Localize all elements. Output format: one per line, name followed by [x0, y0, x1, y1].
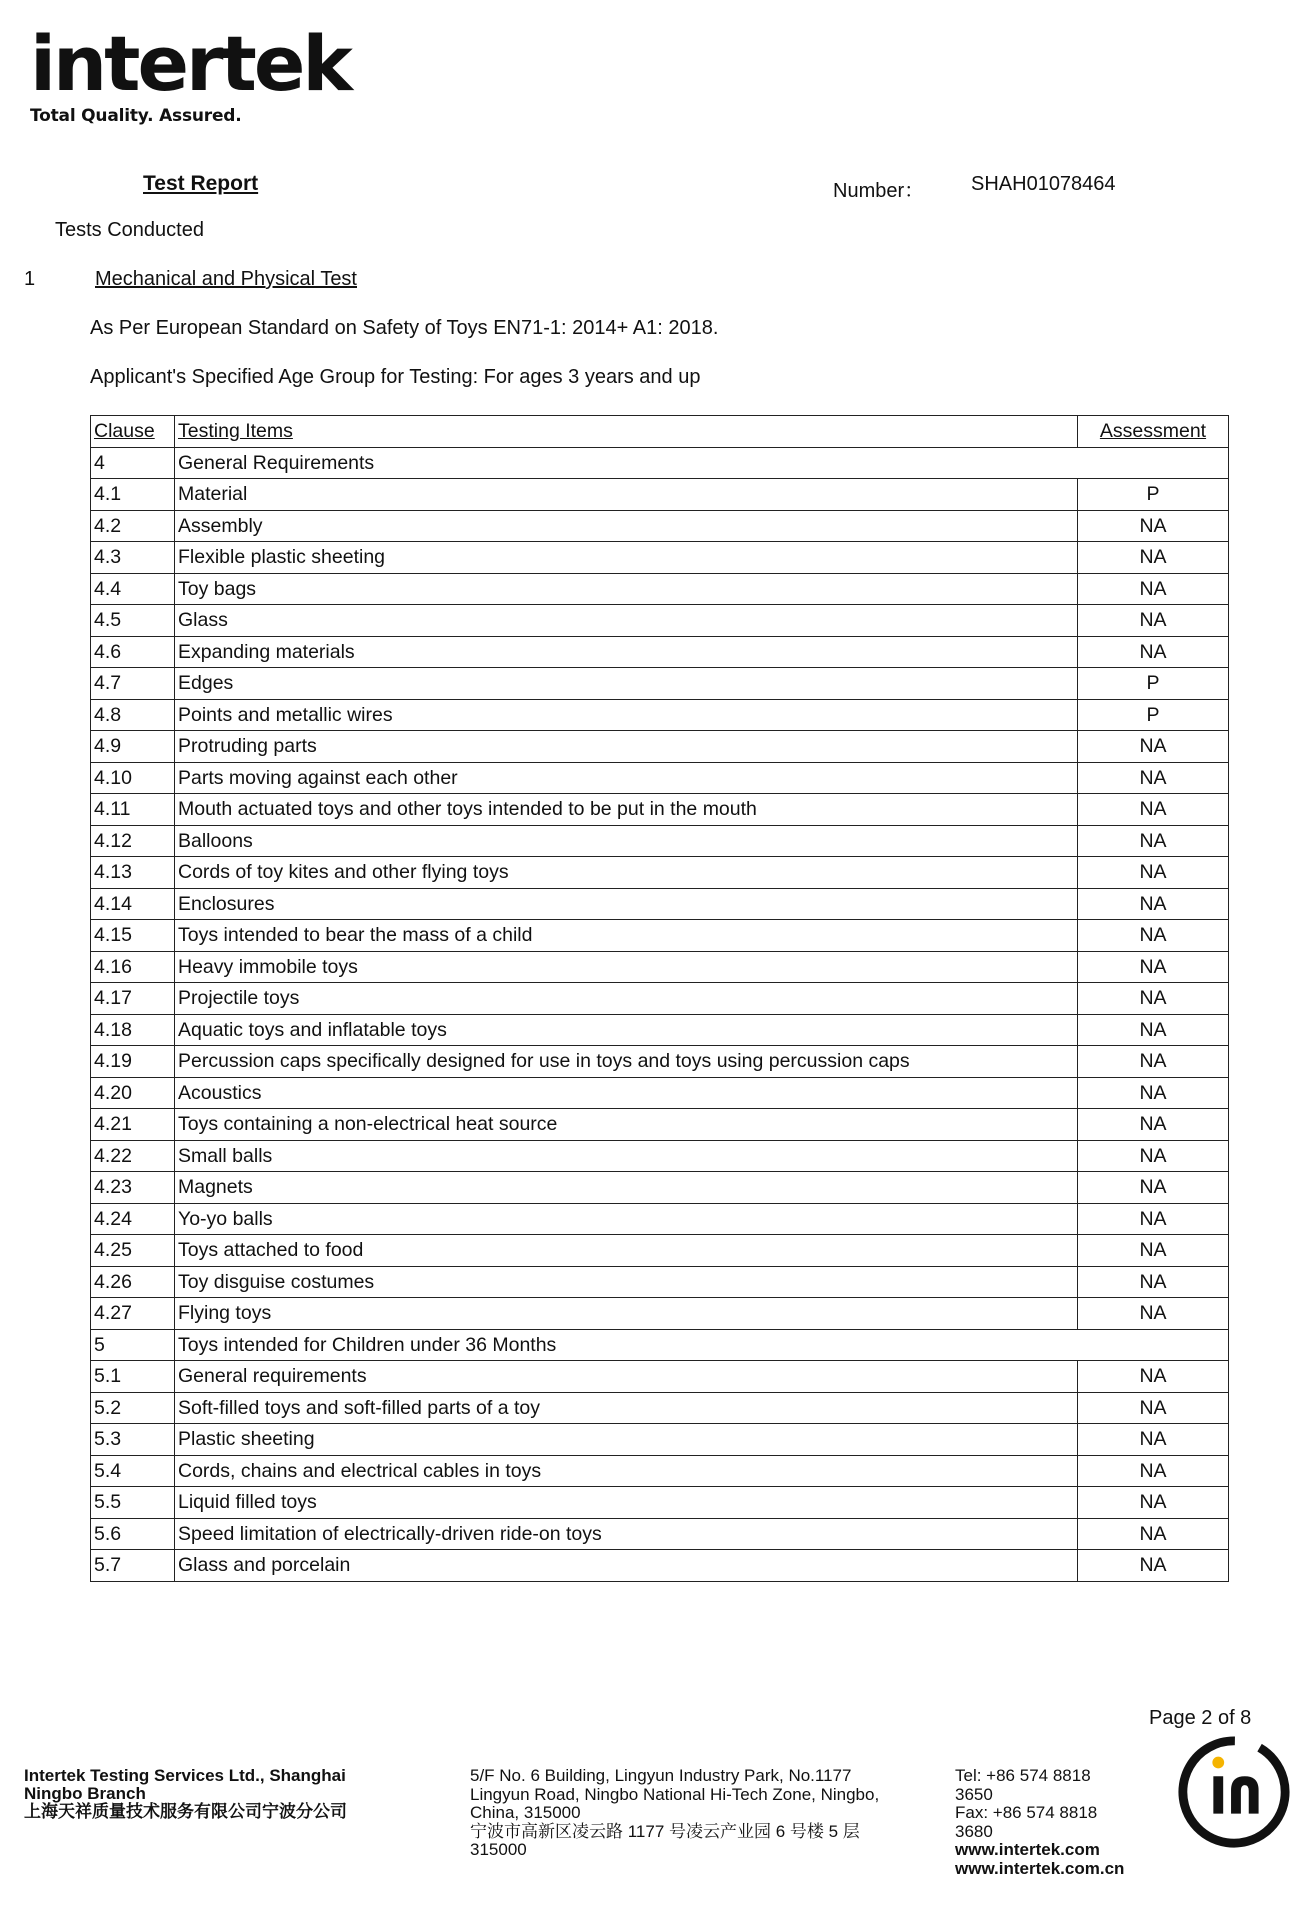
table-row	[91, 699, 1229, 731]
assessment-cell: NA	[1078, 1266, 1229, 1298]
assessment-cell: NA	[1078, 605, 1229, 637]
table-row	[91, 636, 1229, 668]
footer-address-line: 315000	[470, 1840, 527, 1859]
testing-item-cell: Enclosures	[175, 888, 1078, 920]
column-header-clause: Clause	[91, 416, 175, 448]
clause-cell: 4.10	[91, 762, 175, 794]
table-row	[91, 762, 1229, 794]
clause-cell: 4.4	[91, 573, 175, 605]
testing-item-cell: Glass and porcelain	[175, 1550, 1078, 1582]
testing-item-cell: Toys attached to food	[175, 1235, 1078, 1267]
assessment-cell: NA	[1078, 794, 1229, 826]
section-number: 1	[24, 268, 36, 290]
table-header-row	[91, 416, 1229, 448]
testing-item-cell: Protruding parts	[175, 731, 1078, 763]
assessment-cell: NA	[1078, 636, 1229, 668]
testing-item-cell: Flying toys	[175, 1298, 1078, 1330]
clause-cell: 4.25	[91, 1235, 175, 1267]
group-title-cell: Toys intended for Children under 36 Months	[175, 1329, 1229, 1361]
testing-item-cell: Percussion caps specifically designed for use in toys and toys using percussion caps	[175, 1046, 1078, 1078]
column-header-assessment: Assessment	[1078, 416, 1229, 448]
assessment-cell: NA	[1078, 1455, 1229, 1487]
clause-cell: 4.14	[91, 888, 175, 920]
table-row	[91, 1361, 1229, 1393]
assessment-cell: NA	[1078, 1518, 1229, 1550]
assessment-cell: NA	[1078, 888, 1229, 920]
clause-cell: 4.24	[91, 1203, 175, 1235]
logo-wordmark: intertek	[30, 19, 350, 108]
testing-item-cell: Speed limitation of electrically-driven ride-on toys	[175, 1518, 1078, 1550]
clause-cell: 4.13	[91, 857, 175, 889]
testing-item-cell: Expanding materials	[175, 636, 1078, 668]
assessment-cell: NA	[1078, 1392, 1229, 1424]
testing-item-cell: Toys intended to bear the mass of a child	[175, 920, 1078, 952]
assessment-cell: NA	[1078, 1172, 1229, 1204]
table-row	[91, 857, 1229, 889]
testing-item-cell: Cords, chains and electrical cables in toys	[175, 1455, 1078, 1487]
table-group-row	[91, 447, 1229, 479]
clause-cell: 4.18	[91, 1014, 175, 1046]
table-row	[91, 951, 1229, 983]
testing-item-cell: Cords of toy kites and other flying toys	[175, 857, 1078, 889]
footer-company-line: 上海天祥质量技术服务有限公司宁波分公司	[24, 1802, 347, 1821]
testing-item-cell: Aquatic toys and inflatable toys	[175, 1014, 1078, 1046]
testing-item-cell: Parts moving against each other	[175, 762, 1078, 794]
clause-cell: 4.12	[91, 825, 175, 857]
tests-conducted-heading: Tests Conducted	[55, 219, 204, 241]
assessment-cell: NA	[1078, 542, 1229, 574]
footer-website-link-cn[interactable]: www.intertek.com.cn	[955, 1858, 1125, 1878]
footer-fax-line: Fax: +86 574 8818	[955, 1803, 1098, 1822]
testing-item-cell: Flexible plastic sheeting	[175, 542, 1078, 574]
clause-cell: 4.9	[91, 731, 175, 763]
clause-cell: 4.2	[91, 510, 175, 542]
clause-cell: 4.6	[91, 636, 175, 668]
clause-cell: 4.8	[91, 699, 175, 731]
testing-item-cell: Mouth actuated toys and other toys intended to be put in the mouth	[175, 794, 1078, 826]
clause-cell: 5.1	[91, 1361, 175, 1393]
footer-address-line: Lingyun Road, Ningbo National Hi-Tech Zone, Ningbo,	[470, 1784, 880, 1804]
logo-tagline: Total Quality. Assured.	[30, 106, 242, 126]
clause-cell: 5.3	[91, 1424, 175, 1456]
footer-address-line: 宁波市高新区凌云路 1177 号凌云产业园 6 号楼 5 层	[470, 1821, 860, 1841]
table-row	[91, 1392, 1229, 1424]
footer-company	[24, 1767, 347, 1821]
assessment-cell: P	[1078, 699, 1229, 731]
clause-cell: 4.17	[91, 983, 175, 1015]
column-header-testing-items: Testing Items	[175, 416, 1078, 448]
table-row	[91, 479, 1229, 511]
clause-cell: 4.20	[91, 1077, 175, 1109]
testing-item-cell: Balloons	[175, 825, 1078, 857]
clause-cell: 4.21	[91, 1109, 175, 1141]
assessment-cell: NA	[1078, 1298, 1229, 1330]
footer-company-line: Ningbo Branch	[24, 1784, 146, 1803]
assessment-cell: NA	[1078, 1235, 1229, 1267]
clause-cell: 4.16	[91, 951, 175, 983]
table-row	[91, 794, 1229, 826]
footer-tel-line: Tel: +86 574 8818	[955, 1766, 1091, 1785]
table-row	[91, 542, 1229, 574]
assessment-cell: NA	[1078, 1109, 1229, 1141]
footer-tel-line: 3650	[955, 1784, 993, 1804]
assessment-cell: NA	[1078, 1487, 1229, 1519]
assessment-cell: NA	[1078, 510, 1229, 542]
assessment-cell: NA	[1078, 1424, 1229, 1456]
clause-cell: 4	[91, 447, 175, 479]
table-row	[91, 1550, 1229, 1582]
assessment-cell: NA	[1078, 1203, 1229, 1235]
testing-item-cell: Liquid filled toys	[175, 1487, 1078, 1519]
testing-item-cell: Glass	[175, 605, 1078, 637]
assessment-cell: NA	[1078, 1550, 1229, 1582]
table-row	[91, 573, 1229, 605]
clause-cell: 4.11	[91, 794, 175, 826]
table-row	[91, 1172, 1229, 1204]
testing-item-cell: Assembly	[175, 510, 1078, 542]
report-number-label: Number：	[833, 180, 925, 202]
clause-cell: 4.15	[91, 920, 175, 952]
table-row	[91, 1518, 1229, 1550]
assessment-cell: P	[1078, 479, 1229, 511]
clause-cell: 4.22	[91, 1140, 175, 1172]
testing-item-cell: Toys containing a non-electrical heat source	[175, 1109, 1078, 1141]
assessment-cell: NA	[1078, 1361, 1229, 1393]
assessment-cell: NA	[1078, 825, 1229, 857]
assessment-cell: NA	[1078, 731, 1229, 763]
assessment-cell: NA	[1078, 573, 1229, 605]
clause-cell: 4.5	[91, 605, 175, 637]
intertek-circle-logo-icon	[1175, 1733, 1293, 1851]
footer-address-line: 5/F No. 6 Building, Lingyun Industry Park, No.1177	[470, 1766, 852, 1785]
testing-item-cell: Magnets	[175, 1172, 1078, 1204]
section-title: Mechanical and Physical Test	[95, 268, 357, 290]
testing-item-cell: Projectile toys	[175, 983, 1078, 1015]
clause-cell: 5.6	[91, 1518, 175, 1550]
table-row	[91, 1046, 1229, 1078]
table-row	[91, 1298, 1229, 1330]
clause-cell: 4.26	[91, 1266, 175, 1298]
clause-cell: 4.19	[91, 1046, 175, 1078]
table-body	[91, 447, 1229, 1581]
group-title-cell: General Requirements	[175, 447, 1229, 479]
test-results-table	[90, 415, 1229, 1582]
clause-cell: 5.2	[91, 1392, 175, 1424]
assessment-cell: NA	[1078, 951, 1229, 983]
clause-cell: 4.1	[91, 479, 175, 511]
assessment-cell: NA	[1078, 920, 1229, 952]
footer-website-link[interactable]: www.intertek.com	[955, 1840, 1100, 1859]
clause-cell: 5.7	[91, 1550, 175, 1582]
table-row	[91, 1203, 1229, 1235]
clause-cell: 5.5	[91, 1487, 175, 1519]
table-row	[91, 1487, 1229, 1519]
testing-item-cell: Toy disguise costumes	[175, 1266, 1078, 1298]
table-row	[91, 1077, 1229, 1109]
logo-dot	[1212, 1757, 1224, 1769]
age-group-statement: Applicant's Specified Age Group for Testing: For ages 3 years and up	[90, 366, 701, 388]
footer-company-line: Intertek Testing Services Ltd., Shanghai	[24, 1766, 346, 1785]
testing-item-cell: Small balls	[175, 1140, 1078, 1172]
footer-fax-line: 3680	[955, 1821, 993, 1841]
clause-cell: 4.3	[91, 542, 175, 574]
testing-item-cell: General requirements	[175, 1361, 1078, 1393]
assessment-cell: P	[1078, 668, 1229, 700]
assessment-cell: NA	[1078, 762, 1229, 794]
clause-cell: 4.27	[91, 1298, 175, 1330]
table-row	[91, 1266, 1229, 1298]
report-title: Test Report	[143, 172, 259, 195]
testing-item-cell: Material	[175, 479, 1078, 511]
assessment-cell: NA	[1078, 1014, 1229, 1046]
clause-cell: 4.23	[91, 1172, 175, 1204]
intertek-logo	[30, 19, 350, 136]
standard-statement: As Per European Standard on Safety of Toys EN71-1: 2014+ A1: 2018.	[90, 317, 719, 339]
table-row	[91, 1235, 1229, 1267]
footer-address	[470, 1767, 940, 1860]
testing-item-cell: Soft-filled toys and soft-filled parts of a toy	[175, 1392, 1078, 1424]
table-row	[91, 1455, 1229, 1487]
testing-item-cell: Heavy immobile toys	[175, 951, 1078, 983]
testing-item-cell: Yo-yo balls	[175, 1203, 1078, 1235]
clause-cell: 4.7	[91, 668, 175, 700]
page-number: Page 2 of 8	[1149, 1707, 1252, 1729]
testing-item-cell: Toy bags	[175, 573, 1078, 605]
testing-item-cell: Plastic sheeting	[175, 1424, 1078, 1456]
table-row	[91, 510, 1229, 542]
table-row	[91, 1014, 1229, 1046]
report-number-value: SHAH01078464	[971, 173, 1116, 195]
table-row	[91, 1140, 1229, 1172]
table-row	[91, 668, 1229, 700]
table-row	[91, 920, 1229, 952]
table-row	[91, 1109, 1229, 1141]
clause-cell: 5	[91, 1329, 175, 1361]
table-group-row	[91, 1329, 1229, 1361]
footer-contact	[955, 1767, 1155, 1878]
footer-address-line: China, 315000	[470, 1803, 581, 1822]
table-row	[91, 983, 1229, 1015]
table-row	[91, 825, 1229, 857]
table-row	[91, 605, 1229, 637]
clause-cell: 5.4	[91, 1455, 175, 1487]
assessment-cell: NA	[1078, 1077, 1229, 1109]
table-row	[91, 731, 1229, 763]
testing-item-cell: Points and metallic wires	[175, 699, 1078, 731]
testing-item-cell: Edges	[175, 668, 1078, 700]
assessment-cell: NA	[1078, 983, 1229, 1015]
assessment-cell: NA	[1078, 857, 1229, 889]
testing-item-cell: Acoustics	[175, 1077, 1078, 1109]
assessment-cell: NA	[1078, 1046, 1229, 1078]
assessment-cell: NA	[1078, 1140, 1229, 1172]
table-row	[91, 1424, 1229, 1456]
table-row	[91, 888, 1229, 920]
